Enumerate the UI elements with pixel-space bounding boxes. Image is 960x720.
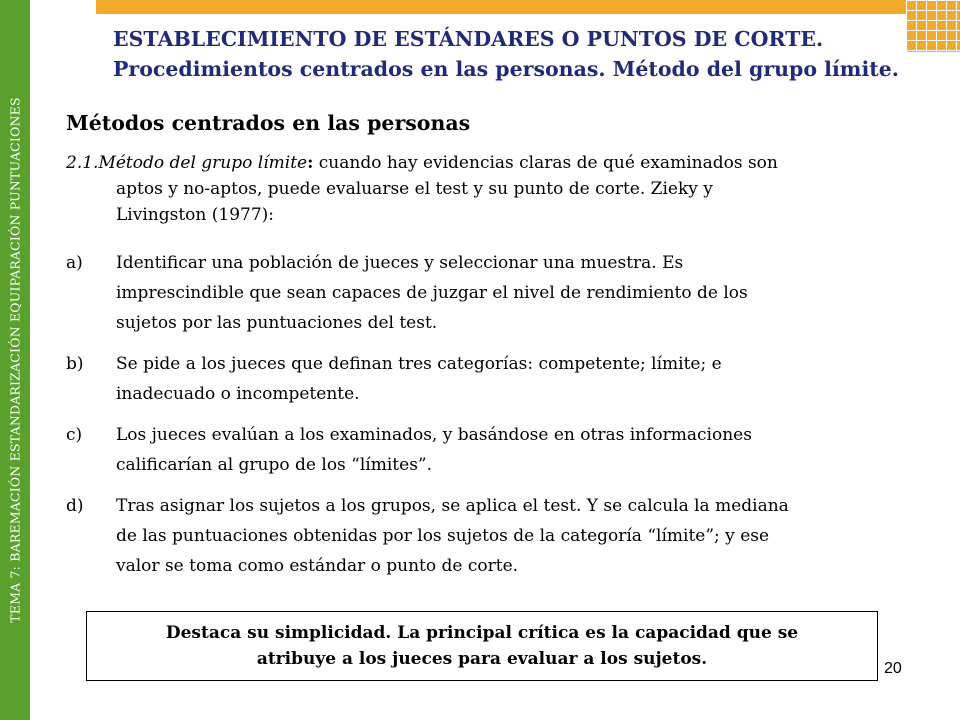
- intro-paragraph: [66, 150, 936, 228]
- section-heading: Métodos centrados en las personas: [66, 111, 471, 135]
- intro-line-1: cuando hay evidencias claras de qué examinados son: [313, 153, 778, 173]
- intro-colon: :: [307, 153, 314, 173]
- title-line-2: Procedimientos centrados en las personas. Método del grupo límite.: [113, 57, 899, 81]
- list-item: [66, 248, 946, 338]
- sidebar-band: [0, 0, 30, 720]
- steps-list: [66, 248, 946, 592]
- callout-line-2: atribuye a los jueces para evaluar a los sujetos.: [256, 649, 708, 669]
- list-marker: d): [66, 496, 84, 516]
- intro-line-3: Livingston (1977):: [116, 205, 274, 225]
- list-item-line: inadecuado o incompetente.: [116, 384, 360, 404]
- title-line-1: ESTABLECIMIENTO DE ESTÁNDARES O PUNTOS DE CORTE.: [113, 27, 824, 51]
- list-item-line: imprescindible que sean capaces de juzgar el nivel de rendimiento de los: [116, 283, 748, 303]
- callout-line-1: Destaca su simplicidad. La principal crítica es la capacidad que se: [165, 623, 799, 643]
- slide-title: [113, 24, 943, 84]
- list-item-line: Los jueces evalúan a los examinados, y basándose en otras informaciones: [116, 425, 752, 445]
- top-accent-bar: [96, 0, 960, 14]
- list-item-line: de las puntuaciones obtenidas por los sujetos de la categoría “límite”; y ese: [116, 526, 770, 546]
- list-item: [66, 420, 946, 480]
- page-number: 20: [884, 660, 902, 677]
- sidebar-label: TEMA 7: BAREMACIÓN ESTANDARIZACIÓN EQUIPARACIÓN PUNTUACIONES: [7, 97, 23, 623]
- list-item-line: Identificar una población de jueces y seleccionar una muestra. Es: [116, 253, 684, 273]
- list-item-line: sujetos por las puntuaciones del test.: [116, 313, 438, 333]
- list-marker: c): [66, 425, 83, 445]
- list-marker: a): [66, 253, 83, 273]
- list-item-line: calificarían al grupo de los “límites”.: [116, 455, 433, 475]
- callout-box: [86, 611, 878, 681]
- list-item-line: valor se toma como estándar o punto de corte.: [116, 556, 519, 576]
- intro-text: [66, 150, 936, 228]
- list-marker: b): [66, 354, 84, 374]
- list-item-line: Se pide a los jueces que definan tres categorías: competente; límite; e: [116, 354, 722, 374]
- list-item-line: Tras asignar los sujetos a los grupos, se aplica el test. Y se calcula la mediana: [116, 496, 789, 516]
- intro-line-2: aptos y no-aptos, puede evaluarse el test y su punto de corte. Zieky y: [116, 179, 713, 199]
- method-name: Método del grupo límite: [98, 153, 308, 173]
- intro-number: 2.1.: [66, 153, 99, 173]
- list-item: [66, 491, 946, 581]
- list-item: [66, 349, 946, 409]
